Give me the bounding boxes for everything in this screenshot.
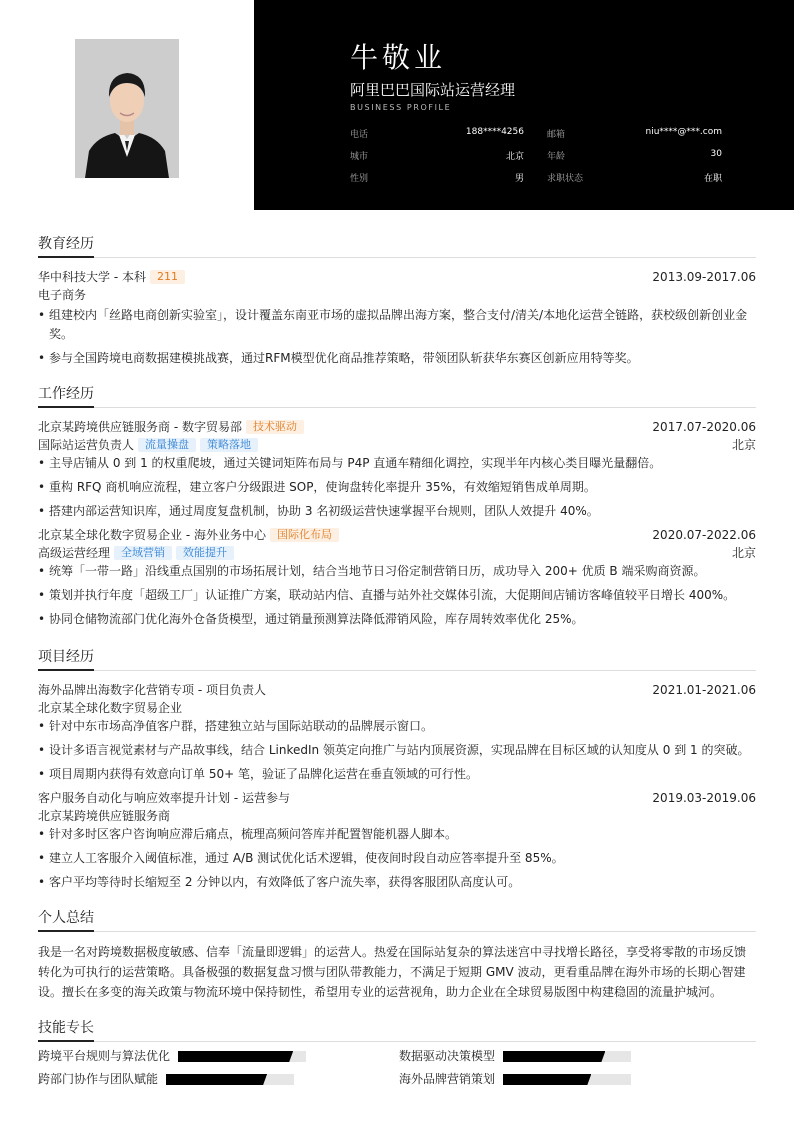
role-tag: 全域营销 [114,546,172,560]
list-item: • 设计多语言视觉素材与产品故事线，结合 LinkedIn 领英定向推广与站内顶展资源，实现品牌在目标区域的认知度从 0 到 1 的突破。 [38,741,756,760]
profile-label: BUSINESS PROFILE [350,103,452,112]
person-photo-icon [75,39,179,178]
list-item: • 策划并执行年度「超级工厂」认证推广方案，联动站内信、直播与站外社交媒体引流，大促期间店铺访客峰值较平日增长 400%。 [38,586,756,605]
project-name: 客户服务自动化与响应效率提升计划 - 运营参与 [38,791,290,805]
company-tag: 技术驱动 [246,420,304,434]
school-tag: 211 [150,270,185,284]
role-name: 高级运营经理 [38,546,111,560]
info-job-status [547,171,722,183]
info-label: 性别 [350,174,369,184]
header-panel [254,0,794,210]
list-item: • 参与全国跨境电商数据建模挑战赛，通过RFM模型优化商品推荐策略，带领团队斩获华东赛区创新应用特等奖。 [38,349,756,368]
project-bullets [38,825,756,892]
target-position: 阿里巴巴国际站运营经理 [350,81,516,99]
company-name: 北京某全球化数字贸易企业 - 海外业务中心 [38,528,266,542]
role-row [38,544,756,562]
info-value: 188****4256 [465,127,524,137]
skill-fill [166,1074,267,1085]
skill-name: 海外品牌营销策划 [399,1072,496,1086]
info-email [547,127,722,139]
major: 电子商务 [38,288,87,302]
project-name: 海外品牌出海数字化营销专项 - 项目负责人 [38,683,266,697]
skill-name: 数据驱动决策模型 [399,1049,496,1063]
job-city: 北京 [731,546,756,560]
skill-fill [178,1051,293,1062]
list-item: • 搭建内部运营知识库，通过周度复盘机制，协助 3 名初级运营快速掌握平台规则，团队人效提升 40%。 [38,502,756,521]
skill-item [38,1072,158,1086]
skill-item [399,1049,495,1063]
section-divider [38,670,756,671]
project-header [38,789,756,807]
job-city: 北京 [731,438,756,452]
section-divider [38,407,756,408]
skill-item [399,1072,495,1086]
summary-text: 我是一名对跨境数据极度敏感、信奉「流量即逻辑」的运营人。热爱在国际站复杂的算法迷宫中寻找增长路径，享受将零散的市场反馈转化为可执行的运营策略。具备极强的数据复盘习惯与团队带教能力，不满足于短期 GMV 波动，更看重品牌在海外市场的长期心智建设。擅长在多变的海关政策与物流环境中保持韧性，希望用专业的运营视角，助力企业在全球贸易版图中构建稳固的流量护城河。 [38,945,747,999]
skill-bar [503,1051,631,1062]
list-item: • 项目周期内获得有效意向订单 50+ 笔，验证了品牌化运营在垂直领域的可行性。 [38,765,756,784]
info-label: 求职状态 [547,174,584,184]
skills-section [38,1017,756,1097]
skill-fill [503,1074,591,1085]
project-period: 2021.01-2021.06 [652,683,756,697]
job-bullets [38,454,756,521]
list-item: • 统筹「一带一路」沿线重点国别的市场拓展计划，结合当地节日习俗定制营销日历，成功导入 200+ 优质 B 端采购商资源。 [38,562,756,581]
skill-item [38,1049,170,1063]
info-value: 男 [514,174,524,184]
job-header [38,418,756,436]
section-divider [38,1041,756,1042]
profile-photo [75,39,179,178]
section-title: 个人总结 [38,907,94,932]
candidate-name: 牛敬业 [350,41,447,74]
list-item: • 针对多时区客户咨询响应滞后痛点，梳理高频问答库并配置智能机器人脚本。 [38,825,756,844]
project-header [38,681,756,699]
list-item: • 重构 RFQ 商机响应流程，建立客户分级跟进 SOP，使询盘转化率提升 35%，有效缩短销售成单周期。 [38,478,756,497]
role-name: 国际站运营负责人 [38,438,135,452]
project-period: 2019.03-2019.06 [652,791,756,805]
info-value: 在职 [703,174,722,184]
job-period: 2017.07-2020.06 [652,420,756,434]
list-item: • 建立人工客服介入阈值标准，通过 A/B 测试优化话术逻辑，使夜间时段自动应答率提升至 85%。 [38,849,756,868]
skill-fill [503,1051,605,1062]
section-title: 工作经历 [38,383,94,408]
section-divider [38,257,756,258]
education-section [38,233,756,373]
list-item: • 主导店铺从 0 到 1 的权重爬坡，通过关键词矩阵布局与 P4P 直通车精细化调控，实现半年内核心类目曝光量翻倍。 [38,454,756,473]
info-label: 邮箱 [547,130,566,140]
education-bullets [38,306,756,368]
skill-bar [503,1074,631,1085]
info-label: 年龄 [547,152,566,162]
skill-bar [166,1074,294,1085]
info-value: niu****@***.com [645,127,722,137]
section-title: 技能专长 [38,1017,94,1042]
info-phone [350,127,524,139]
job-header [38,526,756,544]
list-item: • 客户平均等待时长缩短至 2 分钟以内，有效降低了客户流失率，获得客服团队高度认可。 [38,873,756,892]
education-period: 2013.09-2017.06 [652,270,756,284]
info-gender [350,171,524,183]
info-value: 北京 [505,152,524,162]
list-item: • 组建校内「丝路电商创新实验室」，设计覆盖东南亚市场的虚拟品牌出海方案，整合支付/清关/本地化运营全链路，获校级创新创业金奖。 [38,306,756,344]
info-label: 电话 [350,130,369,140]
project-entry [38,789,756,892]
project-bullets [38,717,756,784]
section-title: 项目经历 [38,646,94,671]
job-bullets [38,562,756,629]
summary-section [38,907,756,1002]
role-tag: 效能提升 [176,546,234,560]
job-entry [38,418,756,521]
role-tag: 策略落地 [200,438,258,452]
info-city [350,149,524,161]
list-item: • 协同仓储物流部门优化海外仓备货模型，通过销量预测算法降低滞销风险，库存周转效率优化 25%。 [38,610,756,629]
project-org: 北京某跨境供应链服务商 [38,809,171,823]
job-entry [38,526,756,629]
project-entry [38,681,756,784]
section-title: 教育经历 [38,233,94,258]
project-org: 北京某全球化数字贸易企业 [38,701,183,715]
info-label: 城市 [350,152,369,162]
role-row [38,436,756,454]
company-tag: 国际化布局 [270,528,339,542]
work-section [38,383,756,634]
projects-section [38,646,756,897]
info-age [547,149,722,161]
section-divider [38,931,756,932]
education-header [38,268,756,286]
skill-bar [178,1051,306,1062]
role-tag: 流量操盘 [138,438,196,452]
job-period: 2020.07-2022.06 [652,528,756,542]
list-item: • 针对中东市场高净值客户群，搭建独立站与国际站联动的品牌展示窗口。 [38,717,756,736]
skill-name: 跨部门协作与团队赋能 [38,1072,159,1086]
company-name: 北京某跨境供应链服务商 - 数字贸易部 [38,420,242,434]
school-name: 华中科技大学 - 本科 [38,270,146,284]
info-value: 30 [710,149,722,159]
skill-name: 跨境平台规则与算法优化 [38,1049,171,1063]
